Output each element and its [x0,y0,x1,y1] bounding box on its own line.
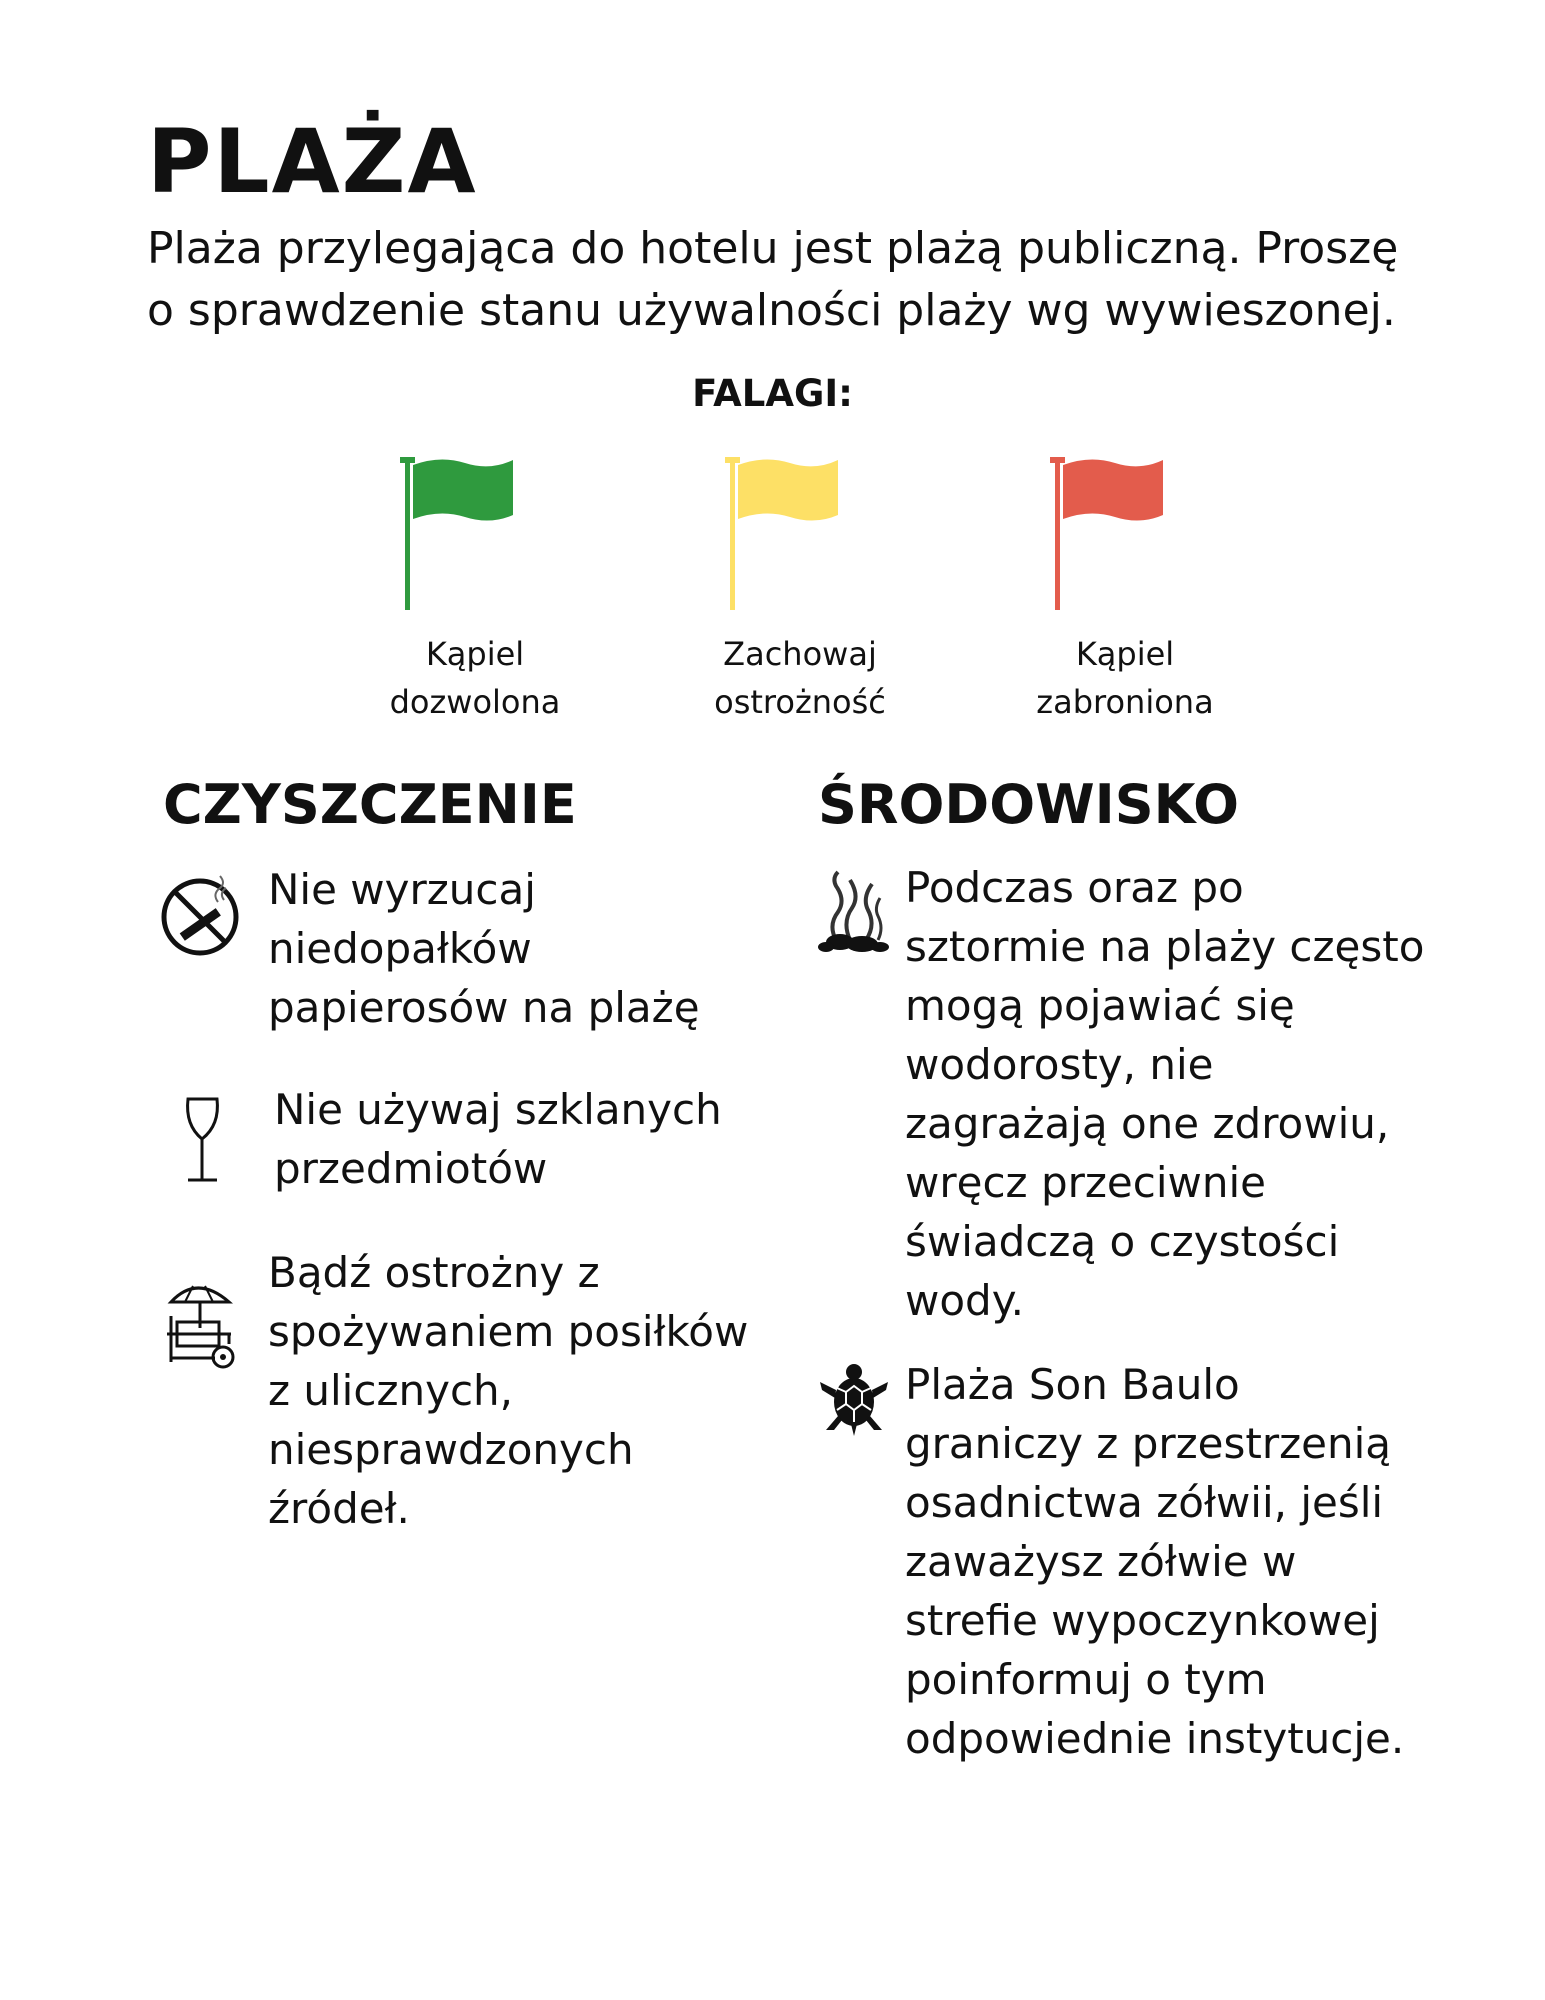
flag-pole-cap [1050,457,1065,463]
wine-glass-icon [180,1095,225,1185]
turtle-icon [818,1360,890,1438]
flag-label [345,630,605,726]
flag-pole [405,460,410,610]
flags-heading: FALAGI: [692,372,853,415]
flag-label-line1: Zachowaj [723,635,877,673]
flag-label-line1: Kąpiel [1075,635,1175,673]
cleaning-item-text: Bądź ostrożny z spożywaniem posiłków z ulicznych, niesprawdzonych źródeł. [268,1248,749,1533]
cleaning-section-title: CZYSZCZENIE [163,773,577,836]
flag-green [345,455,665,735]
flag-cloth [1063,459,1163,520]
flag-cloth [738,459,838,520]
flag-label-line1: Kąpiel [425,635,525,673]
environment-item-text: Podczas oraz po sztormie na plaży często mogą pojawiać się wodorosty, nie zagrażają one zdrowiu, wręcz przeciwnie świadczą o czystości wody. [905,863,1425,1325]
flag-yellow [670,455,990,735]
flag-label [995,630,1255,726]
page-title: PLAŻA [147,110,478,213]
intro-paragraph: Plaża przylegająca do hotelu jest plażą publiczną. Proszę o sprawdzenie stanu używalności plaży wg wywieszonej. [147,223,1399,336]
cleaning-item-text: Nie wyrzucaj niedopałków papierosów na plażę [268,865,700,1032]
environment-section-title: ŚRODOWISKO [818,773,1239,836]
flag-label-line2: ostrożność [714,683,886,721]
flag-cloth [413,459,513,520]
flag-pole [730,460,735,610]
yellow-flag-icon [720,455,860,615]
flag-pole-cap [725,457,740,463]
cleaning-item-text: Nie używaj szklanych przedmiotów [274,1085,722,1193]
food-cart-icon [163,1278,241,1370]
flag-label-line2: zabroniona [1036,683,1214,721]
environment-item-text: Plaża Son Baulo graniczy z przestrzenią osadnictwa zółwii, jeśli zaważysz zółwie w strefie wypoczynkowej poinformuj o tym odpowiednie instytucje. [905,1360,1405,1763]
flag-label [670,630,930,726]
red-flag-icon [1045,455,1185,615]
no-smoking-icon [160,872,245,957]
flag-pole [1055,460,1060,610]
flag-pole-cap [400,457,415,463]
flag-label-line2: dozwolona [389,683,561,721]
flag-red [995,455,1315,735]
seaweed-icon [818,870,890,955]
green-flag-icon [395,455,535,615]
